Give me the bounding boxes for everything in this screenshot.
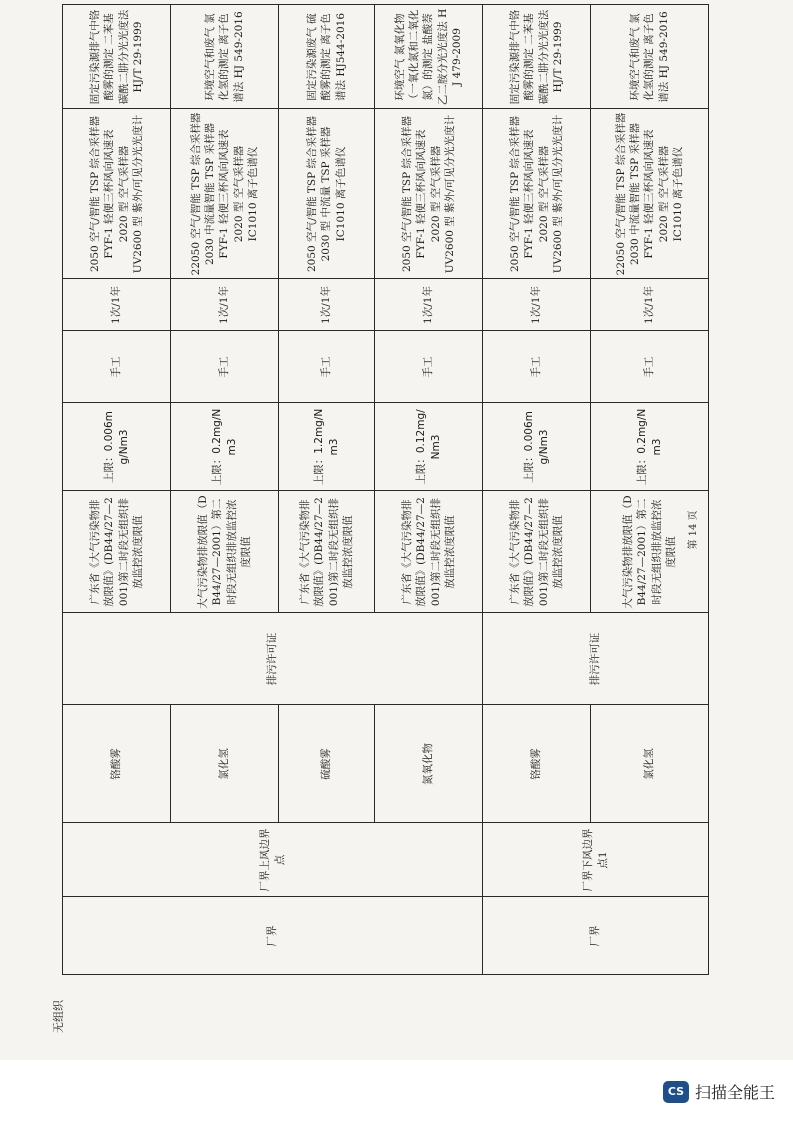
instrument-line: UV2600 型 紫外/可见分光光度计 <box>443 114 456 274</box>
pollutant-cell: 氯化氢 <box>171 705 279 823</box>
instrument-line: 2020 型 空气采样器 <box>657 145 670 243</box>
location-area-cell: 厂界 <box>483 897 709 975</box>
location-area-cell: 厂界 <box>63 897 483 975</box>
instrument-line: FYF-1 轻便三杯风向风速表 <box>643 129 656 259</box>
frequency-cell: 1次/1年 <box>63 279 171 331</box>
instrument-cell <box>375 109 483 279</box>
frequency-cell: 1次/1年 <box>279 279 375 331</box>
table-row <box>483 5 591 1055</box>
standard-cell: 大气污染物排放限值（DB44/27—2001）第二时段无组织排放监控浓度限值 <box>171 491 279 613</box>
limit-cell: 上限：0.006mg/Nm3 <box>483 403 591 491</box>
limit-cell: 上限：0.2mg/Nm3 <box>591 403 709 491</box>
mode-cell: 手工 <box>375 331 483 403</box>
instrument-line: 2050 空气/智能 TSP 综合采样器 <box>509 115 522 273</box>
instrument-line: 2050 空气/智能 TSP 综合采样器 <box>401 115 414 273</box>
permit-cell: 排污许可证 <box>63 613 483 705</box>
method-cell: 固定污染源排气中铬酸雾的测定 二苯基碳酰二肼分光光度法 HJ/T 29-1999 <box>483 5 591 109</box>
instrument-line: FYF-1 轻便三杯风向风速表 <box>523 129 536 259</box>
standard-cell: 广东省《大气污染物排放限值》(DB44/27—2001)第二时段无组织排放监控浓度限值 <box>63 491 171 613</box>
pollutant-cell: 铬酸雾 <box>63 705 171 823</box>
instrument-line: 2030 中流量智能 TSP 采样器 <box>204 123 217 265</box>
pollutant-cell: 铬酸雾 <box>483 705 591 823</box>
frequency-cell: 1次/1年 <box>375 279 483 331</box>
instrument-line: FYF-1 轻便三杯风向风速表 <box>415 129 428 259</box>
instrument-line: 2030 型 中流量 TSP 采样器 <box>320 126 333 262</box>
frequency-cell: 1次/1年 <box>171 279 279 331</box>
method-cell: 固定污染源废气 硫酸雾的测定 离子色谱法 HJ544-2016 <box>279 5 375 109</box>
camscanner-logo-icon: CS <box>663 1081 689 1103</box>
method-cell: 环境空气和废气 氯化氢的测定 离子色谱法 HJ 549-2016 <box>171 5 279 109</box>
instrument-cell <box>171 109 279 279</box>
instrument-cell <box>483 109 591 279</box>
instrument-line: UV2600 型 紫外/可见分光光度计 <box>551 114 564 274</box>
brand-name: 扫描全能王 <box>694 1083 775 1102</box>
location-point-cell: 厂界下风边界点1 <box>483 823 709 897</box>
rotated-document <box>20 5 699 1055</box>
instrument-cell <box>63 109 171 279</box>
instrument-cell <box>279 109 375 279</box>
mode-cell: 手工 <box>279 331 375 403</box>
limit-cell: 上限：0.12mg/Nm3 <box>375 403 483 491</box>
instrument-line: 2020 型 空气采样器 <box>429 145 442 243</box>
monitoring-table <box>62 5 709 1056</box>
standard-cell: 大气污染物排放限值（DB44/27—2001）第二时段无组织排放监控浓度限值 <box>591 491 709 613</box>
pollutant-cell: 硫酸雾 <box>279 705 375 823</box>
instrument-line: 2020 型 空气采样器 <box>537 145 550 243</box>
instrument-line: FYF-1 轻便三杯风向风速表 <box>218 129 231 259</box>
frequency-cell: 1次/1年 <box>483 279 591 331</box>
instrument-line: 2050 空气/智能 TSP 综合采样器 <box>306 115 319 273</box>
location-point-cell: 厂界上风边界点 <box>63 823 483 897</box>
side-label: 无组织 <box>52 1000 65 1033</box>
pollutant-cell: 氯化氢 <box>591 705 709 823</box>
method-cell: 固定污染源排气中铬酸雾的测定 二苯基碳酰二肼分光光度法 HJ/T 29-1999 <box>63 5 171 109</box>
pollutant-cell: 氮氧化物 <box>375 705 483 823</box>
mode-cell: 手工 <box>171 331 279 403</box>
instrument-line: 2050 空气/智能 TSP 综合采样器 <box>89 115 102 273</box>
standard-cell: 广东省《大气污染物排放限值》(DB44/27—2001)第二时段无组织排放监控浓度限值 <box>279 491 375 613</box>
instrument-line: IC1010 离子色谱仪 <box>334 146 347 242</box>
instrument-line: 22050 空气/智能 TSP 综合采样器 <box>190 112 203 276</box>
permit-cell: 排污许可证 <box>483 613 709 705</box>
table-row <box>63 5 171 1055</box>
mode-cell: 手工 <box>63 331 171 403</box>
instrument-line: IC1010 离子色谱仪 <box>246 146 259 242</box>
instrument-line: 2020 型 空气采样器 <box>232 145 245 243</box>
limit-cell: 上限：1.2mg/Nm3 <box>279 403 375 491</box>
instrument-line: IC1010 离子色谱仪 <box>671 146 684 242</box>
mode-cell: 手工 <box>591 331 709 403</box>
method-cell: 环境空气 氮氧化物（一氧化氮和二氧化氮）的测定 盐酸萘乙二胺分光光度法 HJ 479-2009 <box>375 5 483 109</box>
page-number: 第 14 页 <box>688 510 699 550</box>
limit-cell: 上限：0.006mg/Nm3 <box>63 403 171 491</box>
standard-cell: 广东省《大气污染物排放限值》(DB44/27—2001)第二时段无组织排放监控浓度限值 <box>483 491 591 613</box>
instrument-line: 2020 型 空气采样器 <box>117 145 130 243</box>
method-cell: 环境空气和废气 氯化氢的测定 离子色谱法 HJ 549-2016 <box>591 5 709 109</box>
scanner-watermark <box>663 1080 775 1103</box>
mode-cell: 手工 <box>483 331 591 403</box>
instrument-line: UV2600 型 紫外/可见分光光度计 <box>131 114 144 274</box>
instrument-line: 2030 中流量智能 TSP 采样器 <box>629 123 642 265</box>
limit-cell: 上限：0.2mg/Nm3 <box>171 403 279 491</box>
standard-cell: 广东省《大气污染物排放限值》(DB44/27—2001)第二时段无组织排放监控浓度限值 <box>375 491 483 613</box>
instrument-line: FYF-1 轻便三杯风向风速表 <box>103 129 116 259</box>
instrument-line: 22050 空气/智能 TSP 综合采样器 <box>615 112 628 276</box>
frequency-cell: 1次/1年 <box>591 279 709 331</box>
